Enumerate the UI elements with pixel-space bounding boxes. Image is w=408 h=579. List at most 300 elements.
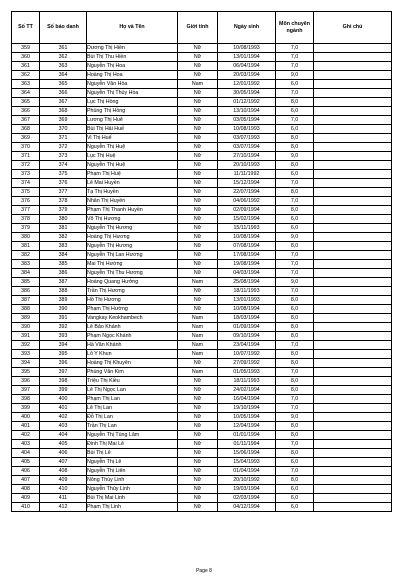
table-row	[12, 431, 392, 440]
row-number-cell: 381	[12, 242, 40, 251]
score-cell: 8,0	[276, 314, 314, 323]
gender-cell: Nam	[178, 332, 218, 341]
row-number-cell: 394	[12, 359, 40, 368]
row-number-cell: 392	[12, 341, 40, 350]
full-name-cell: Hoàng Thị Hoa	[87, 71, 178, 80]
note-cell	[314, 449, 392, 458]
table-body	[12, 44, 392, 512]
date-of-birth-cell: 09/10/1994	[218, 332, 276, 341]
candidate-number-cell: 369	[40, 116, 87, 125]
note-cell	[314, 404, 392, 413]
table-row	[12, 125, 392, 134]
note-cell	[314, 62, 392, 71]
gender-cell: Nữ	[178, 224, 218, 233]
note-cell	[314, 269, 392, 278]
score-cell: 7,0	[276, 341, 314, 350]
table-row	[12, 143, 392, 152]
gender-cell: Nam	[178, 314, 218, 323]
date-of-birth-cell: 01/12/1992	[218, 98, 276, 107]
gender-cell: Nữ	[178, 71, 218, 80]
table-row	[12, 161, 392, 170]
row-number-cell: 365	[12, 98, 40, 107]
score-cell: 9,0	[276, 278, 314, 287]
full-name-cell: Nguyễn Thị Hoa	[87, 62, 178, 71]
row-number-cell: 360	[12, 53, 40, 62]
row-number-cell: 368	[12, 125, 40, 134]
row-number-cell: 361	[12, 62, 40, 71]
candidate-number-cell: 378	[40, 197, 87, 206]
candidate-number-cell: 409	[40, 476, 87, 485]
note-cell	[314, 125, 392, 134]
date-of-birth-cell: 20/10/1993	[218, 161, 276, 170]
candidate-number-cell: 392	[40, 323, 87, 332]
header-notes: Ghi chú	[314, 12, 392, 44]
full-name-cell: Bùi Thị Hải Huế	[87, 125, 178, 134]
full-name-cell: Vangkay Keokhambech	[87, 314, 178, 323]
full-name-cell: Lô Y Khun	[87, 350, 178, 359]
full-name-cell: Hoàng Thị Khuyên	[87, 359, 178, 368]
gender-cell: Nữ	[178, 53, 218, 62]
full-name-cell: Trần Thị Hương	[87, 287, 178, 296]
candidate-number-cell: 371	[40, 134, 87, 143]
full-name-cell: Dương Thị Hiền	[87, 44, 178, 53]
date-of-birth-cell: 15/12/1994	[218, 179, 276, 188]
candidate-number-cell: 396	[40, 359, 87, 368]
candidate-number-cell: 367	[40, 98, 87, 107]
date-of-birth-cell: 03/07/1993	[218, 134, 276, 143]
note-cell	[314, 431, 392, 440]
full-name-cell: Phạm Thị Hường	[87, 305, 178, 314]
score-cell: 9,0	[276, 152, 314, 161]
row-number-cell: 380	[12, 233, 40, 242]
gender-cell: Nữ	[178, 179, 218, 188]
score-cell: 8,0	[276, 161, 314, 170]
gender-cell: Nữ	[178, 422, 218, 431]
score-cell: 8,0	[276, 386, 314, 395]
full-name-cell: Lê Thị Lan	[87, 404, 178, 413]
full-name-cell: Nông Thùy Linh	[87, 476, 178, 485]
date-of-birth-cell: 10/08/1994	[218, 305, 276, 314]
table-row	[12, 278, 392, 287]
date-of-birth-cell: 24/02/1994	[218, 386, 276, 395]
candidate-number-cell: 411	[40, 494, 87, 503]
full-name-cell: Nhân Thị Huyền	[87, 197, 178, 206]
row-number-cell: 410	[12, 503, 40, 512]
row-number-cell: 366	[12, 107, 40, 116]
header-date-of-birth: Ngày sinh	[218, 12, 276, 44]
score-cell: 6,0	[276, 485, 314, 494]
candidate-number-cell: 365	[40, 80, 87, 89]
full-name-cell: Lê Mai Huyền	[87, 179, 178, 188]
date-of-birth-cell: 02/03/1994	[218, 494, 276, 503]
gender-cell: Nữ	[178, 377, 218, 386]
score-cell: 7,0	[276, 89, 314, 98]
table-row	[12, 224, 392, 233]
table-row	[12, 368, 392, 377]
gender-cell: Nữ	[178, 98, 218, 107]
candidate-number-cell: 361	[40, 44, 87, 53]
score-cell: 7,0	[276, 368, 314, 377]
date-of-birth-cell: 15/11/1993	[218, 224, 276, 233]
row-number-cell: 397	[12, 386, 40, 395]
date-of-birth-cell: 03/07/1994	[218, 143, 276, 152]
note-cell	[314, 260, 392, 269]
note-cell	[314, 71, 392, 80]
row-number-cell: 367	[12, 116, 40, 125]
row-number-cell: 409	[12, 494, 40, 503]
score-cell: 8,0	[276, 143, 314, 152]
table-row	[12, 260, 392, 269]
row-number-cell: 387	[12, 296, 40, 305]
row-number-cell: 402	[12, 431, 40, 440]
score-cell: 8,0	[276, 449, 314, 458]
note-cell	[314, 143, 392, 152]
full-name-cell: Triệu Thị Kiều	[87, 377, 178, 386]
candidate-number-cell: 374	[40, 161, 87, 170]
candidate-number-cell: 412	[40, 503, 87, 512]
full-name-cell: Nguyễn Thị Lê	[87, 458, 178, 467]
note-cell	[314, 458, 392, 467]
note-cell	[314, 422, 392, 431]
table-row	[12, 80, 392, 89]
date-of-birth-cell: 07/08/1994	[218, 242, 276, 251]
score-cell: 8,0	[276, 422, 314, 431]
score-cell: 8,0	[276, 242, 314, 251]
table-row	[12, 377, 392, 386]
note-cell	[314, 197, 392, 206]
full-name-cell: Phạm Ngọc Khánh	[87, 332, 178, 341]
note-cell	[314, 44, 392, 53]
row-number-cell: 393	[12, 350, 40, 359]
date-of-birth-cell: 19/08/1994	[218, 260, 276, 269]
candidate-number-cell: 395	[40, 350, 87, 359]
gender-cell: Nữ	[178, 458, 218, 467]
row-number-cell: 399	[12, 404, 40, 413]
row-number-cell: 374	[12, 179, 40, 188]
candidate-number-cell: 408	[40, 467, 87, 476]
candidate-number-cell: 362	[40, 53, 87, 62]
note-cell	[314, 206, 392, 215]
full-name-cell: Phạm Thị Huệ	[87, 170, 178, 179]
date-of-birth-cell: 03/05/1994	[218, 116, 276, 125]
candidate-number-cell: 370	[40, 125, 87, 134]
note-cell	[314, 377, 392, 386]
candidate-number-cell: 391	[40, 314, 87, 323]
row-number-cell: 378	[12, 215, 40, 224]
gender-cell: Nữ	[178, 467, 218, 476]
candidate-number-cell: 404	[40, 431, 87, 440]
table-row	[12, 350, 392, 359]
candidate-number-cell: 402	[40, 413, 87, 422]
note-cell	[314, 179, 392, 188]
candidate-number-cell: 363	[40, 62, 87, 71]
note-cell	[314, 215, 392, 224]
gender-cell: Nữ	[178, 404, 218, 413]
table-row	[12, 395, 392, 404]
row-number-cell: 404	[12, 449, 40, 458]
table-row	[12, 440, 392, 449]
note-cell	[314, 332, 392, 341]
score-cell: 9,0	[276, 233, 314, 242]
date-of-birth-cell: 10/08/1994	[218, 233, 276, 242]
score-cell: 8,0	[276, 350, 314, 359]
candidate-score-table	[11, 11, 392, 512]
date-of-birth-cell: 30/05/1994	[218, 89, 276, 98]
date-of-birth-cell: 15/06/1994	[218, 449, 276, 458]
candidate-number-cell: 366	[40, 89, 87, 98]
score-cell: 6,0	[276, 80, 314, 89]
date-of-birth-cell: 15/02/1994	[218, 215, 276, 224]
date-of-birth-cell: 01/05/1993	[218, 368, 276, 377]
table-row	[12, 485, 392, 494]
date-of-birth-cell: 19/10/1994	[218, 404, 276, 413]
gender-cell: Nam	[178, 323, 218, 332]
date-of-birth-cell: 06/04/1994	[218, 62, 276, 71]
note-cell	[314, 89, 392, 98]
header-full-name: Họ và Tên	[87, 12, 178, 44]
table-row	[12, 449, 392, 458]
score-cell: 6,0	[276, 503, 314, 512]
row-number-cell: 359	[12, 44, 40, 53]
row-number-cell: 403	[12, 440, 40, 449]
note-cell	[314, 170, 392, 179]
gender-cell: Nữ	[178, 152, 218, 161]
full-name-cell: Mai Thị Hường	[87, 260, 178, 269]
full-name-cell: Lục Thị Hồng	[87, 98, 178, 107]
table-row	[12, 116, 392, 125]
gender-cell: Nữ	[178, 89, 218, 98]
gender-cell: Nữ	[178, 242, 218, 251]
note-cell	[314, 80, 392, 89]
table-row	[12, 53, 392, 62]
date-of-birth-cell: 27/10/1994	[218, 152, 276, 161]
score-cell: 7,0	[276, 116, 314, 125]
gender-cell: Nữ	[178, 476, 218, 485]
table-row	[12, 269, 392, 278]
note-cell	[314, 161, 392, 170]
candidate-number-cell: 384	[40, 251, 87, 260]
row-number-cell: 408	[12, 485, 40, 494]
candidate-number-cell: 375	[40, 170, 87, 179]
date-of-birth-cell: 19/03/1994	[218, 485, 276, 494]
header-major-score: Môn chuyên ngành	[276, 12, 314, 44]
date-of-birth-cell: 16/04/1994	[218, 395, 276, 404]
table-row	[12, 287, 392, 296]
table-row	[12, 134, 392, 143]
candidate-number-cell: 383	[40, 242, 87, 251]
full-name-cell: Hoàng Quang Hưởng	[87, 278, 178, 287]
row-number-cell: 384	[12, 269, 40, 278]
score-cell: 7,0	[276, 197, 314, 206]
row-number-cell: 406	[12, 467, 40, 476]
candidate-number-cell: 405	[40, 440, 87, 449]
note-cell	[314, 53, 392, 62]
table-row	[12, 413, 392, 422]
full-name-cell: Phạm Thị Linh	[87, 503, 178, 512]
date-of-birth-cell: 17/08/1994	[218, 251, 276, 260]
candidate-number-cell: 407	[40, 458, 87, 467]
score-cell: 6,0	[276, 170, 314, 179]
table-row	[12, 62, 392, 71]
full-name-cell: Nguyễn Thị Thu Hương	[87, 269, 178, 278]
candidate-number-cell: 397	[40, 368, 87, 377]
gender-cell: Nam	[178, 350, 218, 359]
table-row	[12, 188, 392, 197]
score-cell: 6,0	[276, 494, 314, 503]
table-row	[12, 107, 392, 116]
candidate-number-cell: 380	[40, 215, 87, 224]
table-row	[12, 341, 392, 350]
table-row	[12, 476, 392, 485]
full-name-cell: Trần Thị Lan	[87, 422, 178, 431]
note-cell	[314, 413, 392, 422]
date-of-birth-cell: 18/11/1993	[218, 287, 276, 296]
full-name-cell: Lương Thị Huê	[87, 116, 178, 125]
row-number-cell: 390	[12, 323, 40, 332]
row-number-cell: 400	[12, 413, 40, 422]
full-name-cell: Bùi Thị Mai Linh	[87, 494, 178, 503]
note-cell	[314, 278, 392, 287]
note-cell	[314, 107, 392, 116]
date-of-birth-cell: 12/01/1992	[218, 80, 276, 89]
note-cell	[314, 341, 392, 350]
row-number-cell: 385	[12, 278, 40, 287]
score-cell: 8,0	[276, 206, 314, 215]
note-cell	[314, 296, 392, 305]
row-number-cell: 382	[12, 251, 40, 260]
date-of-birth-cell: 01/09/1994	[218, 323, 276, 332]
note-cell	[314, 152, 392, 161]
note-cell	[314, 98, 392, 107]
candidate-number-cell: 387	[40, 278, 87, 287]
table-row	[12, 323, 392, 332]
table-row	[12, 215, 392, 224]
gender-cell: Nam	[178, 80, 218, 89]
full-name-cell: Nguyễn Thị Hương	[87, 242, 178, 251]
table-row	[12, 71, 392, 80]
row-number-cell: 376	[12, 197, 40, 206]
note-cell	[314, 305, 392, 314]
score-cell: 7,0	[276, 440, 314, 449]
gender-cell: Nữ	[178, 233, 218, 242]
candidate-number-cell: 389	[40, 296, 87, 305]
candidate-number-cell: 399	[40, 386, 87, 395]
header-candidate-number: Số báo danh	[40, 12, 87, 44]
table-row	[12, 197, 392, 206]
row-number-cell: 395	[12, 368, 40, 377]
note-cell	[314, 467, 392, 476]
full-name-cell: Phạm Thị Lan	[87, 395, 178, 404]
table-row	[12, 359, 392, 368]
table-row	[12, 242, 392, 251]
row-number-cell: 363	[12, 80, 40, 89]
score-cell: 7,0	[276, 179, 314, 188]
score-cell: 8,0	[276, 332, 314, 341]
score-cell: 6,0	[276, 305, 314, 314]
row-number-cell: 396	[12, 377, 40, 386]
candidate-number-cell: 373	[40, 152, 87, 161]
score-cell: 8,0	[276, 431, 314, 440]
note-cell	[314, 233, 392, 242]
date-of-birth-cell: 10/07/1992	[218, 350, 276, 359]
gender-cell: Nữ	[178, 197, 218, 206]
note-cell	[314, 287, 392, 296]
table-row	[12, 206, 392, 215]
candidate-number-cell: 398	[40, 377, 87, 386]
full-name-cell: Lục Thị Huệ	[87, 152, 178, 161]
full-name-cell: Lê Bảo Khánh	[87, 323, 178, 332]
gender-cell: Nam	[178, 341, 218, 350]
date-of-birth-cell: 20/10/1992	[218, 476, 276, 485]
note-cell	[314, 485, 392, 494]
candidate-number-cell: 377	[40, 188, 87, 197]
score-cell: 6,0	[276, 224, 314, 233]
gender-cell: Nữ	[178, 440, 218, 449]
table-row	[12, 98, 392, 107]
score-cell: 8,0	[276, 188, 314, 197]
note-cell	[314, 368, 392, 377]
full-name-cell: Hoàng Thị Hương	[87, 233, 178, 242]
score-cell: 9,0	[276, 413, 314, 422]
candidate-number-cell: 381	[40, 224, 87, 233]
gender-cell: Nữ	[178, 305, 218, 314]
full-name-cell: Vi Thị Huế	[87, 134, 178, 143]
note-cell	[314, 314, 392, 323]
date-of-birth-cell: 25/08/1994	[218, 278, 276, 287]
row-number-cell: 375	[12, 188, 40, 197]
note-cell	[314, 134, 392, 143]
candidate-number-cell: 406	[40, 449, 87, 458]
date-of-birth-cell: 01/04/1994	[218, 467, 276, 476]
table-row	[12, 503, 392, 512]
date-of-birth-cell: 13/01/1994	[218, 53, 276, 62]
candidate-number-cell: 385	[40, 260, 87, 269]
gender-cell: Nữ	[178, 116, 218, 125]
table-row	[12, 386, 392, 395]
gender-cell: Nữ	[178, 143, 218, 152]
score-cell: 8,0	[276, 323, 314, 332]
table-row	[12, 251, 392, 260]
score-cell: 6,0	[276, 215, 314, 224]
gender-cell: Nữ	[178, 215, 218, 224]
row-number-cell: 388	[12, 305, 40, 314]
gender-cell: Nữ	[178, 170, 218, 179]
row-number-cell: 398	[12, 395, 40, 404]
score-cell: 8,0	[276, 296, 314, 305]
gender-cell: Nữ	[178, 188, 218, 197]
full-name-cell: Hà Văn Khánh	[87, 341, 178, 350]
gender-cell: Nữ	[178, 503, 218, 512]
gender-cell: Nữ	[178, 296, 218, 305]
gender-cell: Nữ	[178, 269, 218, 278]
candidate-number-cell: 379	[40, 206, 87, 215]
date-of-birth-cell: 13/01/1993	[218, 296, 276, 305]
score-cell: 8,0	[276, 476, 314, 485]
date-of-birth-cell: 10/08/1993	[218, 125, 276, 134]
table-row	[12, 44, 392, 53]
score-cell: 7,0	[276, 269, 314, 278]
score-cell: 7,0	[276, 287, 314, 296]
gender-cell: Nữ	[178, 413, 218, 422]
candidate-number-cell: 364	[40, 71, 87, 80]
full-name-cell: Nguyễn Thị Tùng Lâm	[87, 431, 178, 440]
candidate-number-cell: 376	[40, 179, 87, 188]
full-name-cell: Bùi Thị Lê	[87, 449, 178, 458]
note-cell	[314, 323, 392, 332]
full-name-cell: Nguyễn Thị Huệ	[87, 161, 178, 170]
date-of-birth-cell: 04/06/1992	[218, 197, 276, 206]
candidate-number-cell: 394	[40, 341, 87, 350]
